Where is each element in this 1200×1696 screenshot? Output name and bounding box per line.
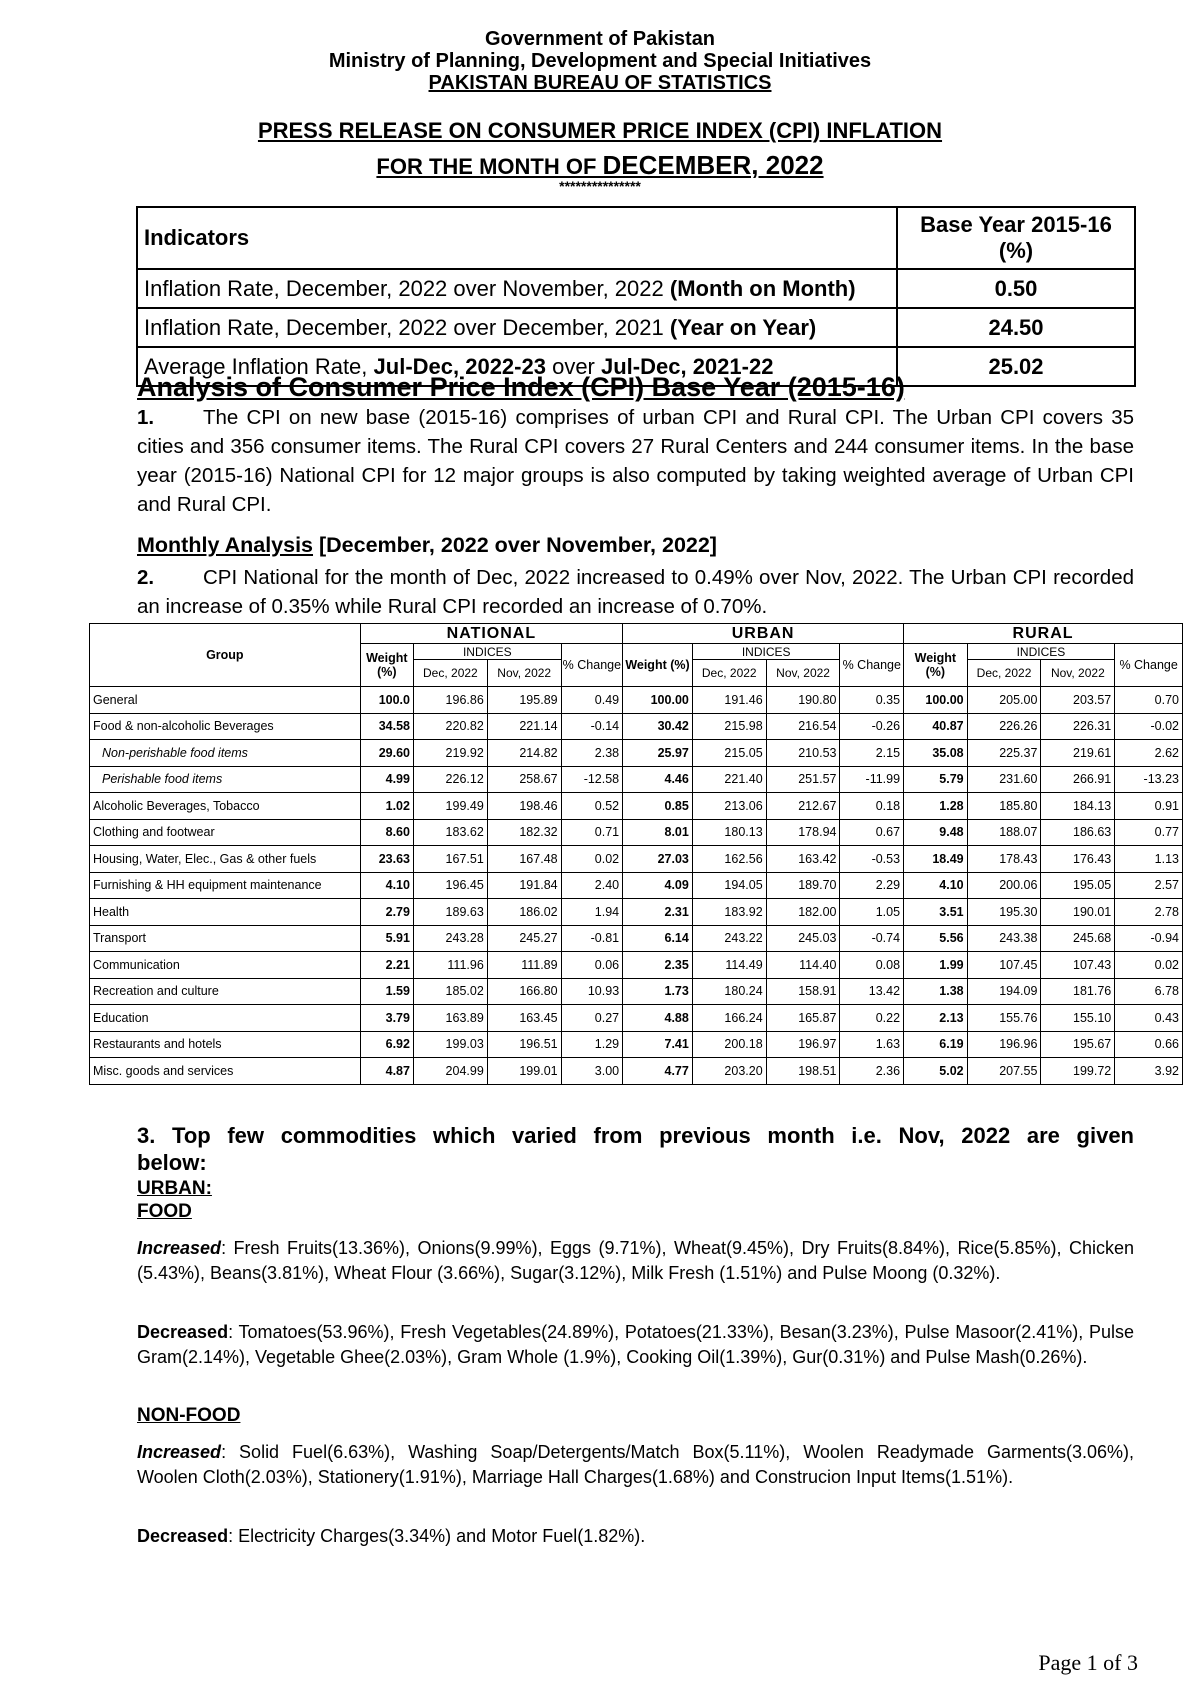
weight-cell: 100.00	[623, 687, 693, 714]
value-cell: 199.01	[487, 1058, 561, 1085]
weight-cell: 2.21	[360, 952, 413, 979]
value-cell: 3.92	[1115, 1058, 1183, 1085]
decreased-text: : Electricity Charges(3.34%) and Motor Fuel(1.82%).	[228, 1526, 646, 1546]
weight-cell: 9.48	[904, 819, 968, 846]
weight-cell: 3.79	[360, 1005, 413, 1032]
value-cell: 166.24	[692, 1005, 766, 1032]
weight-cell: 6.92	[360, 1031, 413, 1058]
value-cell: -12.58	[561, 766, 623, 793]
value-cell: 194.09	[967, 978, 1041, 1005]
decreased-label: Decreased	[137, 1526, 229, 1546]
food-label: FOOD	[137, 1201, 192, 1222]
value-cell: 196.96	[967, 1031, 1041, 1058]
indicator-text: Inflation Rate, December, 2022 over December, 2021	[144, 314, 670, 340]
value-cell: 191.46	[692, 687, 766, 714]
paragraph-number: 1.	[137, 406, 155, 429]
group-name-cell: Furnishing & HH equipment maintenance	[90, 872, 361, 899]
value-cell: -0.81	[561, 925, 623, 952]
value-cell: 0.06	[561, 952, 623, 979]
table-row	[90, 687, 1183, 714]
nov-header: Nov, 2022	[1041, 660, 1115, 687]
indicator-row	[137, 308, 1135, 347]
value-cell: 181.76	[1041, 978, 1115, 1005]
value-cell: 183.62	[413, 819, 487, 846]
cpi-table-body	[90, 687, 1183, 1085]
table-row	[90, 846, 1183, 873]
weight-cell: 4.09	[623, 872, 693, 899]
press-release-month	[0, 150, 1200, 181]
indices-header: INDICES	[692, 644, 840, 660]
weight-cell: 3.51	[904, 899, 968, 926]
value-cell: 258.67	[487, 766, 561, 793]
value-cell: -0.26	[840, 713, 904, 740]
value-cell: 2.62	[1115, 740, 1183, 767]
indicator-emphasis: (Year on Year)	[669, 314, 817, 340]
group-header: Group	[90, 624, 361, 687]
weight-cell: 27.03	[623, 846, 693, 873]
bureau-line: PAKISTAN BUREAU OF STATISTICS	[428, 72, 772, 94]
value-cell: 0.18	[840, 793, 904, 820]
table-row	[90, 899, 1183, 926]
weight-header: Weight (%)	[360, 644, 413, 687]
non-food-decreased	[137, 1524, 1134, 1549]
value-cell: 166.80	[487, 978, 561, 1005]
value-cell: 10.93	[561, 978, 623, 1005]
value-cell: 0.66	[1115, 1031, 1183, 1058]
value-cell: 107.43	[1041, 952, 1115, 979]
indices-header: INDICES	[413, 644, 561, 660]
value-cell: 111.89	[487, 952, 561, 979]
value-cell: 245.27	[487, 925, 561, 952]
indicator-text: Inflation Rate, December, 2022 over November, 2022	[144, 275, 670, 301]
group-name-cell: Housing, Water, Elec., Gas & other fuels	[90, 846, 361, 873]
non-food-label: NON-FOOD	[137, 1405, 241, 1426]
value-cell: 198.46	[487, 793, 561, 820]
table-row	[90, 740, 1183, 767]
value-cell: 203.20	[692, 1058, 766, 1085]
value-cell: 189.70	[766, 872, 840, 899]
value-cell: 226.26	[967, 713, 1041, 740]
value-cell: 0.52	[561, 793, 623, 820]
value-cell: 1.13	[1115, 846, 1183, 873]
indicator-label	[137, 308, 897, 347]
weight-cell: 29.60	[360, 740, 413, 767]
value-cell: 163.89	[413, 1005, 487, 1032]
indicator-emphasis: Jul-Dec, 2021-22	[601, 353, 774, 379]
group-name-cell: Clothing and footwear	[90, 819, 361, 846]
section-3-title: 3. Top few commodities which varied from previous month i.e. Nov, 2022 are given below:	[137, 1123, 1134, 1175]
value-cell: 111.96	[413, 952, 487, 979]
month-prefix: FOR THE MONTH OF	[376, 154, 603, 179]
weight-cell: 1.99	[904, 952, 968, 979]
weight-cell: 1.59	[360, 978, 413, 1005]
weight-cell: 0.85	[623, 793, 693, 820]
value-cell: 2.29	[840, 872, 904, 899]
value-cell: 1.29	[561, 1031, 623, 1058]
weight-cell: 4.87	[360, 1058, 413, 1085]
weight-cell: 34.58	[360, 713, 413, 740]
nov-header: Nov, 2022	[487, 660, 561, 687]
value-cell: -0.02	[1115, 713, 1183, 740]
group-name-cell: General	[90, 687, 361, 714]
urban-header: URBAN	[623, 624, 904, 644]
stars-divider: ***************	[559, 178, 641, 194]
ministry-line: Ministry of Planning, Development and Special Initiatives	[328, 50, 872, 72]
weight-cell: 2.13	[904, 1005, 968, 1032]
paragraph-2	[137, 563, 1134, 621]
weight-cell: 1.38	[904, 978, 968, 1005]
weight-cell: 6.19	[904, 1031, 968, 1058]
weight-cell: 4.46	[623, 766, 693, 793]
value-cell: 219.92	[413, 740, 487, 767]
analysis-title: Analysis of Consumer Price Index (CPI) Base Year (2015-16)	[137, 372, 905, 402]
non-food-increased	[137, 1440, 1134, 1489]
value-cell: 195.05	[1041, 872, 1115, 899]
indicator-value: 24.50	[897, 308, 1135, 347]
table-row	[90, 766, 1183, 793]
group-name-cell: Transport	[90, 925, 361, 952]
value-cell: 190.80	[766, 687, 840, 714]
national-header: NATIONAL	[360, 624, 622, 644]
indicators-header-row	[137, 207, 1135, 269]
value-cell: 180.13	[692, 819, 766, 846]
indicator-emphasis: Jul-Dec, 2022-23	[373, 353, 546, 379]
indicator-emphasis: (Month on Month)	[669, 275, 856, 301]
value-cell: 155.76	[967, 1005, 1041, 1032]
value-cell: 3.00	[561, 1058, 623, 1085]
value-cell: -0.53	[840, 846, 904, 873]
value-cell: 182.00	[766, 899, 840, 926]
value-cell: 195.30	[967, 899, 1041, 926]
government-line: Government of Pakistan	[484, 28, 716, 50]
value-cell: 196.97	[766, 1031, 840, 1058]
value-cell: 0.22	[840, 1005, 904, 1032]
cpi-header-row	[90, 624, 1183, 644]
table-row	[90, 713, 1183, 740]
value-cell: -13.23	[1115, 766, 1183, 793]
value-cell: 183.92	[692, 899, 766, 926]
value-cell: 225.37	[967, 740, 1041, 767]
value-cell: 190.01	[1041, 899, 1115, 926]
weight-cell: 8.01	[623, 819, 693, 846]
paragraph-number: 2.	[137, 566, 155, 589]
group-name-cell: Non-perishable food items	[90, 740, 361, 767]
table-row	[90, 952, 1183, 979]
table-row	[90, 819, 1183, 846]
indicators-col-header: Indicators	[137, 207, 897, 269]
monthly-analysis-title	[137, 533, 717, 558]
decreased-label: Decreased	[137, 1322, 229, 1342]
value-cell: 196.51	[487, 1031, 561, 1058]
value-cell: 0.02	[1115, 952, 1183, 979]
value-cell: 6.78	[1115, 978, 1183, 1005]
value-cell: 188.07	[967, 819, 1041, 846]
dec-header: Dec, 2022	[692, 660, 766, 687]
value-cell: 199.72	[1041, 1058, 1115, 1085]
value-cell: 243.22	[692, 925, 766, 952]
value-cell: 226.31	[1041, 713, 1115, 740]
table-row	[90, 793, 1183, 820]
paragraph-1	[137, 403, 1134, 519]
table-row	[90, 978, 1183, 1005]
value-cell: 200.18	[692, 1031, 766, 1058]
monthly-analysis-label: Monthly Analysis	[137, 533, 314, 557]
weight-cell: 25.97	[623, 740, 693, 767]
cpi-table	[89, 623, 1183, 1085]
value-cell: 167.51	[413, 846, 487, 873]
table-row	[90, 1005, 1183, 1032]
weight-cell: 7.41	[623, 1031, 693, 1058]
value-cell: 214.82	[487, 740, 561, 767]
value-cell: 194.05	[692, 872, 766, 899]
monthly-analysis-period: [December, 2022 over November, 2022]	[313, 533, 717, 557]
weight-cell: 100.00	[904, 687, 968, 714]
value-cell: 1.63	[840, 1031, 904, 1058]
paragraph-text: CPI National for the month of Dec, 2022 increased to 0.49% over Nov, 2022. The Urban CPI recorded an increase of 0.35% while Rural CPI recorded an increase of 0.70%.	[137, 566, 1134, 618]
value-cell: 0.43	[1115, 1005, 1183, 1032]
value-cell: 219.61	[1041, 740, 1115, 767]
page-number: Page 1 of 3	[1038, 1650, 1138, 1675]
value-cell: 167.48	[487, 846, 561, 873]
base-year-col-header: Base Year 2015-16 (%)	[897, 207, 1135, 269]
weight-cell: 5.56	[904, 925, 968, 952]
table-row	[90, 925, 1183, 952]
weight-cell: 8.60	[360, 819, 413, 846]
value-cell: 196.86	[413, 687, 487, 714]
value-cell: -0.74	[840, 925, 904, 952]
value-cell: 186.02	[487, 899, 561, 926]
indices-header: INDICES	[967, 644, 1115, 660]
value-cell: 162.56	[692, 846, 766, 873]
value-cell: 215.98	[692, 713, 766, 740]
weight-cell: 2.35	[623, 952, 693, 979]
value-cell: 207.55	[967, 1058, 1041, 1085]
dec-header: Dec, 2022	[413, 660, 487, 687]
value-cell: 199.03	[413, 1031, 487, 1058]
weight-cell: 30.42	[623, 713, 693, 740]
value-cell: 196.45	[413, 872, 487, 899]
value-cell: 215.05	[692, 740, 766, 767]
value-cell: 180.24	[692, 978, 766, 1005]
value-cell: 195.89	[487, 687, 561, 714]
value-cell: 2.57	[1115, 872, 1183, 899]
paragraph-text: The CPI on new base (2015-16) comprises of urban CPI and Rural CPI. The Urban CPI covers 35 cities and 356 consumer items. The Rural CPI covers 27 Rural Centers and 244 consumer items. In the base year (2015-16) National CPI for 12 major groups is also computed by taking weighted average of Urban CPI and Rural CPI.	[137, 406, 1134, 516]
weight-cell: 1.73	[623, 978, 693, 1005]
weight-cell: 4.10	[360, 872, 413, 899]
weight-cell: 35.08	[904, 740, 968, 767]
table-row	[90, 872, 1183, 899]
value-cell: 0.35	[840, 687, 904, 714]
weight-cell: 23.63	[360, 846, 413, 873]
value-cell: 185.02	[413, 978, 487, 1005]
weight-cell: 4.88	[623, 1005, 693, 1032]
letterhead	[0, 28, 1200, 94]
value-cell: 114.40	[766, 952, 840, 979]
value-cell: 165.87	[766, 1005, 840, 1032]
indicators-table	[136, 206, 1136, 387]
value-cell: 176.43	[1041, 846, 1115, 873]
dec-header: Dec, 2022	[967, 660, 1041, 687]
group-name-cell: Misc. goods and services	[90, 1058, 361, 1085]
indicator-value: 0.50	[897, 269, 1135, 308]
weight-cell: 4.10	[904, 872, 968, 899]
pct-change-header: % Change	[1115, 644, 1183, 687]
value-cell: 226.12	[413, 766, 487, 793]
value-cell: 191.84	[487, 872, 561, 899]
value-cell: 221.14	[487, 713, 561, 740]
value-cell: -0.14	[561, 713, 623, 740]
value-cell: 251.57	[766, 766, 840, 793]
value-cell: 2.40	[561, 872, 623, 899]
table-row	[90, 1058, 1183, 1085]
value-cell: 2.36	[840, 1058, 904, 1085]
value-cell: 1.05	[840, 899, 904, 926]
value-cell: 114.49	[692, 952, 766, 979]
weight-cell: 1.02	[360, 793, 413, 820]
value-cell: 185.80	[967, 793, 1041, 820]
value-cell: -11.99	[840, 766, 904, 793]
value-cell: 158.91	[766, 978, 840, 1005]
value-cell: -0.94	[1115, 925, 1183, 952]
value-cell: 1.94	[561, 899, 623, 926]
value-cell: 200.06	[967, 872, 1041, 899]
group-name-cell: Education	[90, 1005, 361, 1032]
value-cell: 163.42	[766, 846, 840, 873]
value-cell: 0.27	[561, 1005, 623, 1032]
value-cell: 0.08	[840, 952, 904, 979]
value-cell: 204.99	[413, 1058, 487, 1085]
food-decreased	[137, 1320, 1134, 1369]
value-cell: 0.91	[1115, 793, 1183, 820]
value-cell: 220.82	[413, 713, 487, 740]
value-cell: 245.03	[766, 925, 840, 952]
press-release-title: PRESS RELEASE ON CONSUMER PRICE INDEX (CPI) INFLATION	[257, 118, 943, 143]
value-cell: 2.15	[840, 740, 904, 767]
food-increased	[137, 1236, 1134, 1285]
value-cell: 0.02	[561, 846, 623, 873]
increased-label: Increased	[137, 1442, 222, 1462]
indicator-text: Average Inflation Rate,	[144, 353, 374, 379]
value-cell: 216.54	[766, 713, 840, 740]
group-name-cell: Perishable food items	[90, 766, 361, 793]
value-cell: 0.71	[561, 819, 623, 846]
weight-cell: 6.14	[623, 925, 693, 952]
weight-cell: 100.0	[360, 687, 413, 714]
value-cell: 195.67	[1041, 1031, 1115, 1058]
weight-cell: 40.87	[904, 713, 968, 740]
weight-cell: 5.79	[904, 766, 968, 793]
group-name-cell: Recreation and culture	[90, 978, 361, 1005]
value-cell: 178.94	[766, 819, 840, 846]
value-cell: 266.91	[1041, 766, 1115, 793]
group-name-cell: Alcoholic Beverages, Tobacco	[90, 793, 361, 820]
value-cell: 213.06	[692, 793, 766, 820]
value-cell: 184.13	[1041, 793, 1115, 820]
group-name-cell: Communication	[90, 952, 361, 979]
group-name-cell: Food & non-alcoholic Beverages	[90, 713, 361, 740]
rural-header: RURAL	[904, 624, 1183, 644]
value-cell: 182.32	[487, 819, 561, 846]
value-cell: 163.45	[487, 1005, 561, 1032]
weight-cell: 5.91	[360, 925, 413, 952]
value-cell: 178.43	[967, 846, 1041, 873]
value-cell: 189.63	[413, 899, 487, 926]
increased-label: Increased	[137, 1238, 222, 1258]
nov-header: Nov, 2022	[766, 660, 840, 687]
weight-header: Weight (%)	[623, 644, 693, 687]
value-cell: 2.78	[1115, 899, 1183, 926]
indicator-row	[137, 269, 1135, 308]
value-cell: 221.40	[692, 766, 766, 793]
value-cell: 199.49	[413, 793, 487, 820]
increased-text: : Solid Fuel(6.63%), Washing Soap/Detergents/Match Box(5.11%), Woolen Readymade Garments(3.06%), Woolen Cloth(2.03%), Stationery(1.91%), Marriage Hall Charges(1.68%) and Construcion Input Items(1.51%).	[137, 1442, 1134, 1487]
value-cell: 13.42	[840, 978, 904, 1005]
urban-label: URBAN:	[137, 1178, 212, 1199]
value-cell: 245.68	[1041, 925, 1115, 952]
pct-change-header: % Change	[840, 644, 904, 687]
weight-cell: 18.49	[904, 846, 968, 873]
value-cell: 107.45	[967, 952, 1041, 979]
value-cell: 2.38	[561, 740, 623, 767]
value-cell: 243.28	[413, 925, 487, 952]
decreased-text: : Tomatoes(53.96%), Fresh Vegetables(24.89%), Potatoes(21.33%), Besan(3.23%), Pulse Masoor(2.41%), Pulse Gram(2.14%), Vegetable Ghee(2.03%), Gram Whole (1.9%), Cooking Oil(1.39%), Gur(0.31%) and Pulse Mash(0.26%).	[137, 1322, 1134, 1367]
weight-cell: 5.02	[904, 1058, 968, 1085]
weight-header: Weight (%)	[904, 644, 968, 687]
increased-text: : Fresh Fruits(13.36%), Onions(9.99%), Eggs (9.71%), Wheat(9.45%), Dry Fruits(8.84%), Rice(5.85%), Chicken (5.43%), Beans(3.81%), Wheat Flour (3.66%), Sugar(3.12%), Milk Fresh (1.51%) and Pulse Moong (0.32%).	[137, 1238, 1134, 1283]
value-cell: 0.70	[1115, 687, 1183, 714]
weight-cell: 4.99	[360, 766, 413, 793]
table-row	[90, 1031, 1183, 1058]
value-cell: 205.00	[967, 687, 1041, 714]
indicator-value: 25.02	[897, 347, 1135, 386]
value-cell: 231.60	[967, 766, 1041, 793]
group-name-cell: Health	[90, 899, 361, 926]
value-cell: 203.57	[1041, 687, 1115, 714]
value-cell: 186.63	[1041, 819, 1115, 846]
weight-cell: 4.77	[623, 1058, 693, 1085]
indicator-text: over	[545, 353, 601, 379]
value-cell: 212.67	[766, 793, 840, 820]
value-cell: 198.51	[766, 1058, 840, 1085]
weight-cell: 2.79	[360, 899, 413, 926]
pct-change-header: % Change	[561, 644, 623, 687]
weight-cell: 2.31	[623, 899, 693, 926]
value-cell: 243.38	[967, 925, 1041, 952]
weight-cell: 1.28	[904, 793, 968, 820]
month-value: DECEMBER, 2022	[602, 150, 824, 180]
value-cell: 0.67	[840, 819, 904, 846]
value-cell: 155.10	[1041, 1005, 1115, 1032]
indicator-label	[137, 269, 897, 308]
value-cell: 0.49	[561, 687, 623, 714]
value-cell: 210.53	[766, 740, 840, 767]
value-cell: 0.77	[1115, 819, 1183, 846]
group-name-cell: Restaurants and hotels	[90, 1031, 361, 1058]
